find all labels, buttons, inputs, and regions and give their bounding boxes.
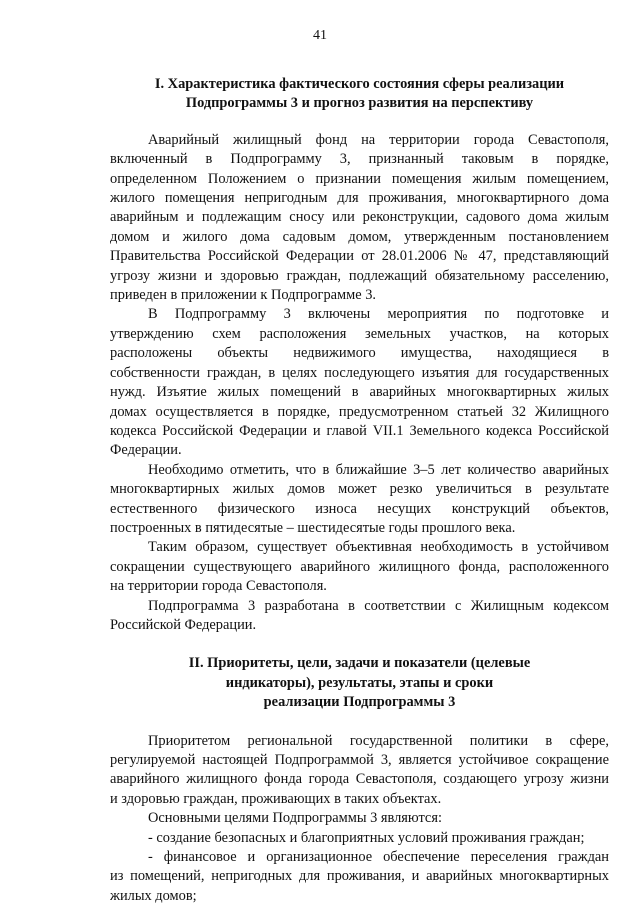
text-line: Подпрограмма 3 разработана в соответствии с Жилищным кодексом xyxy=(148,597,609,614)
text-line: Таким образом, существует объективная необходимость в устойчивом xyxy=(148,539,609,556)
section-2-heading-line: индикаторы), результаты, этапы и сроки xyxy=(225,674,494,691)
text-line: сокращении существующего аварийного жилищного фонда, расположенного xyxy=(110,558,609,575)
text-line: собственности граждан, в целях последующего изъятия для государственных xyxy=(110,364,609,381)
text-line: регулируемой настоящей Подпрограммой 3, является устойчивое сокращение xyxy=(110,752,609,768)
page-number: 41 xyxy=(313,28,327,43)
section-1-body xyxy=(110,131,609,636)
text-line: приведен в приложении к Подпрограмме 3. xyxy=(110,287,377,304)
section-1-paragraph xyxy=(110,597,609,636)
section-2-paragraph xyxy=(110,809,609,828)
text-line: нужд. Изъятие жилых помещений в аварийных многоквартирных жилых xyxy=(110,384,609,401)
text-line: определенном Положением о признании помещения жилым помещением, xyxy=(110,170,609,187)
text-line: Российской Федерации. xyxy=(110,616,257,633)
section-2-heading xyxy=(110,654,609,712)
document-body xyxy=(110,75,609,906)
section-1-heading-line: I. Характеристика фактического состояния сферы реализации xyxy=(154,76,565,92)
text-line: и здоровью граждан, проживающих в таких объектах. xyxy=(110,790,442,807)
section-2-paragraph xyxy=(110,829,609,848)
section-1-paragraph xyxy=(110,461,609,539)
text-line: кодекса Российской Федерации и главой VII.1 Земельного кодекса Российской xyxy=(110,422,609,439)
text-line: - финансовое и организационное обеспечение переселения граждан xyxy=(148,849,609,866)
text-line: жилого помещения непригодным для проживания, многоквартирного дома xyxy=(110,190,609,207)
section-2-paragraph xyxy=(110,732,609,810)
text-line: на территории города Севастополя. xyxy=(110,578,327,595)
text-line: домом и жилого дома садовым домом, утвержденным постановлением xyxy=(110,228,609,245)
text-line: Основными целями Подпрограммы 3 являются: xyxy=(148,810,442,827)
text-line: аварийным и подлежащим сносу или реконструкции, садового дома жилым xyxy=(110,209,609,226)
text-line: Приоритетом региональной государственной политики в сфере, xyxy=(148,732,609,749)
section-2-heading-line: II. Приоритеты, цели, задачи и показатели (целевые xyxy=(188,655,531,672)
text-line: угрозу жизни и здоровью граждан, подлежащий обязательному расселению, xyxy=(110,267,609,284)
text-line: включенный в Подпрограмму 3, признанный таковым в порядке, xyxy=(110,151,609,168)
section-1-heading xyxy=(110,75,609,114)
section-2-heading-line: реализации Подпрограммы 3 xyxy=(263,694,456,711)
text-line: Правительства Российской Федерации от 28.01.2006 № 47, представляющий xyxy=(110,248,609,265)
text-line: построенных в пятидесятые – шестидесятые годы прошлого века. xyxy=(110,519,516,536)
section-1-paragraph xyxy=(110,538,609,596)
text-line: Федерации. xyxy=(110,442,182,459)
text-line: естественного физического износа несущих конструкций объектов, xyxy=(110,500,609,517)
section-2-body xyxy=(110,732,609,906)
text-line: Аварийный жилищный фонд на территории города Севастополя, xyxy=(148,131,609,148)
text-line: домах осуществляется в порядке, предусмотренном статьей 32 Жилищного xyxy=(110,403,609,420)
text-line: В Подпрограмму 3 включены мероприятия по подготовке и xyxy=(148,306,609,323)
text-line: утверждению схем расположения земельных участков, на которых xyxy=(110,325,609,342)
text-line: из помещений, непригодных для проживания, и аварийных многоквартирных xyxy=(110,868,609,885)
text-line: аварийного жилищного фонда города Севастополя, создающего угрозу жизни xyxy=(110,771,609,788)
text-line: Необходимо отметить, что в ближайшие 3–5 лет количество аварийных xyxy=(148,461,609,478)
section-1-heading-line: Подпрограммы 3 и прогноз развития на перспективу xyxy=(185,95,534,112)
text-line: расположены объекты недвижимого имущества, находящиеся в xyxy=(110,345,609,362)
text-line: многоквартирных жилых домов может резко увеличиться в результате xyxy=(110,481,609,498)
text-line: жилых домов; xyxy=(110,887,197,904)
section-2-paragraph xyxy=(110,848,609,906)
text-line: - создание безопасных и благоприятных условий проживания граждан; xyxy=(148,829,585,846)
section-1-paragraph xyxy=(110,131,609,306)
section-1-paragraph xyxy=(110,305,609,460)
